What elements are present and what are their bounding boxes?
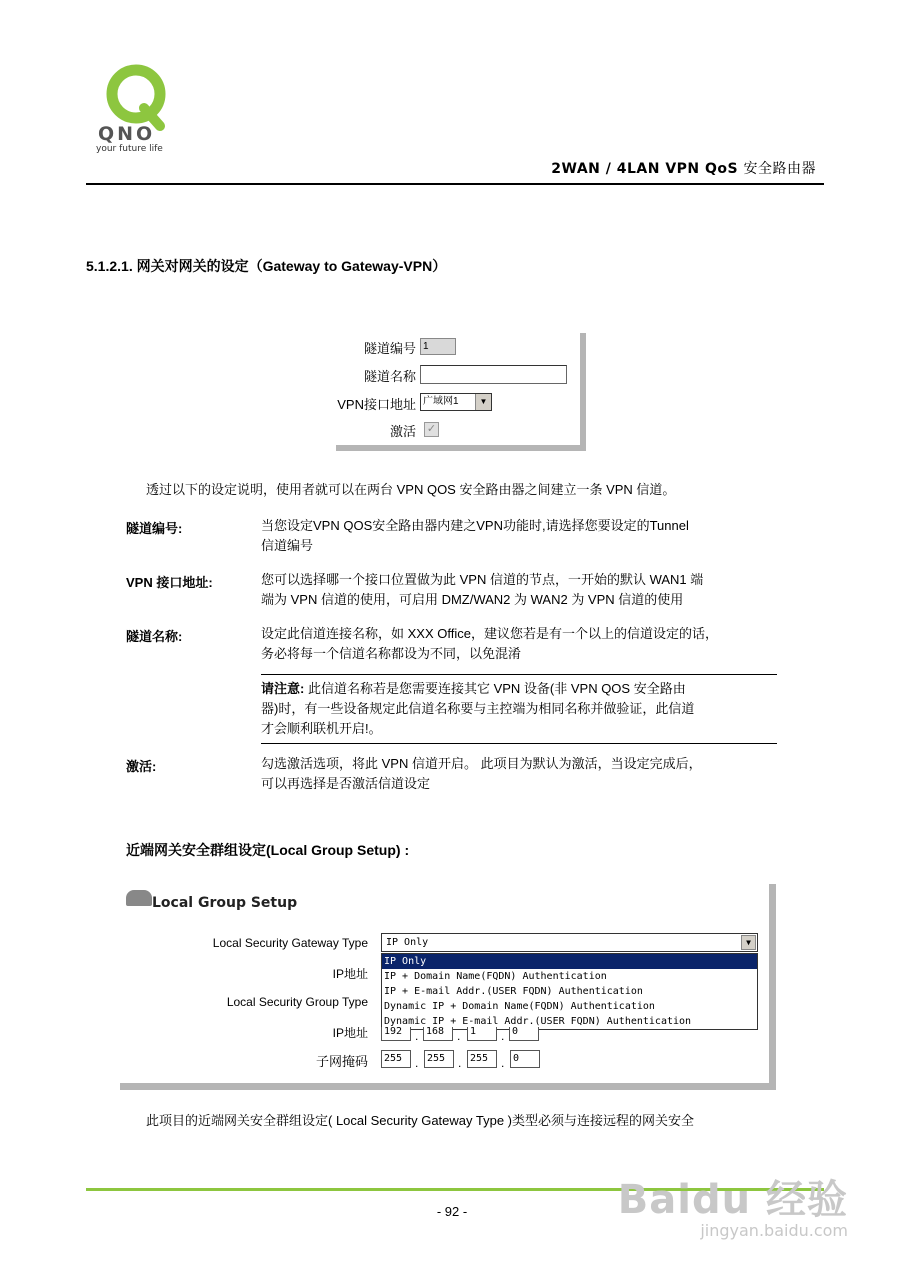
ip-octet-input[interactable]: 1 (467, 1027, 497, 1041)
desc-line: 您可以选择哪一个接口位置做为此 VPN 信道的节点，一开始的默认 WAN1 端 (261, 572, 704, 587)
desc-vpn-interface (261, 570, 777, 610)
local-group-panel-title: Local Group Setup (152, 895, 298, 911)
local-group-screenshot (120, 884, 776, 1090)
desc-line: 务必将每一个信道名称都设为不同，以免混淆 (261, 646, 522, 661)
dropdown-option[interactable]: IP + Domain Name(FQDN) Authentication (384, 971, 607, 982)
dot-separator: . (501, 1029, 505, 1041)
chevron-down-icon[interactable]: ▼ (741, 935, 756, 950)
desc-line: 勾选激活选项，将此 VPN 信道开启。 此项目为默认为激活，当设定完成后， (261, 756, 702, 771)
watermark-main: Baidu 经验 (617, 1177, 848, 1223)
page-number: - 92 - (436, 1204, 468, 1219)
desc-enable (261, 754, 777, 794)
chevron-down-icon[interactable]: ▼ (475, 394, 491, 410)
dot-separator: . (457, 1029, 461, 1041)
folder-tab-icon (126, 890, 152, 906)
note-line: 器)时，有一些设备规定此信道名称要与主控端为相同名称并做验证，此信道 (261, 701, 695, 716)
desc-line: 信道编号 (261, 538, 314, 553)
subnet-octet-input[interactable]: 255 (467, 1050, 497, 1068)
dot-separator: . (458, 1056, 462, 1070)
section-title: 5.1.2.1. 网关对网关的设定（Gateway to Gateway-VPN） (86, 258, 447, 274)
group-type-label: Local Security Group Type (226, 995, 368, 1009)
subnet-octet-input[interactable]: 255 (424, 1050, 454, 1068)
dot-separator: . (415, 1056, 419, 1070)
desc-tunnel-name (261, 624, 777, 664)
tunnel-name-input[interactable] (420, 365, 567, 384)
ip-octet-input[interactable]: 0 (509, 1027, 539, 1041)
ip-address-fields (381, 1027, 551, 1041)
tunnel-name-label: 隧道名称 (363, 369, 416, 384)
tunnel-no-field[interactable]: 1 (420, 338, 456, 355)
intro-paragraph: 透过以下的设定说明，使用者就可以在两台 VPN QOS 安全路由器之间建立一条 VPN 信道。 (146, 482, 676, 497)
ip-octet-input[interactable]: 192 (381, 1027, 411, 1041)
bottom-paragraph: 此项目的近端网关安全群组设定( Local Security Gateway Type )类型必须与连接远程的网关安全 (146, 1113, 695, 1128)
term-tunnel-name: 隧道名称: (126, 629, 183, 644)
term-vpn-interface: VPN 接口地址: (126, 575, 213, 590)
baidu-watermark (618, 1168, 848, 1240)
subnet-octet-input[interactable]: 255 (381, 1050, 411, 1068)
note-line: 才会顺利联机开启!。 (261, 721, 382, 736)
dropdown-option[interactable]: Dynamic IP + E-mail Addr.(USER FQDN) Authentication (384, 1016, 692, 1027)
enable-checkbox[interactable] (424, 422, 439, 437)
note-label: 请注意: (261, 681, 305, 696)
dropdown-option[interactable]: IP + E-mail Addr.(USER FQDN) Authentication (384, 986, 643, 997)
ip-address-label: IP地址 (332, 967, 368, 981)
desc-line: 当您设定VPN QOS安全路由器内建之VPN功能时,请选择您要设定的Tunnel (261, 518, 689, 533)
product-title (551, 158, 816, 178)
note-text: 此信道名称若是您需要连接其它 VPN 设备(非 VPN QOS 安全路由 (304, 681, 686, 696)
tunnel-no-label: 隧道编号 (363, 341, 416, 356)
vpn-interface-select[interactable] (420, 393, 492, 411)
ip-address-label-2: IP地址 (332, 1026, 368, 1040)
vpn-interface-value: 广域网1 (423, 396, 459, 407)
subnet-mask-label: 子网掩码 (315, 1054, 368, 1069)
desc-line: 可以再选择是否激活信道设定 (261, 776, 431, 791)
local-group-heading: 近端网关安全群组设定(Local Group Setup) : (126, 842, 410, 858)
note-line (261, 679, 777, 699)
tunnel-form-screenshot (336, 333, 586, 451)
subnet-octet-input[interactable]: 0 (510, 1050, 540, 1068)
dot-separator: . (415, 1029, 419, 1041)
gateway-type-select[interactable] (381, 933, 758, 952)
vpn-interface-label: VPN接口地址 (337, 397, 416, 412)
product-title-cn: 安全路由器 (743, 161, 816, 177)
checkmark-icon: ✓ (426, 423, 437, 435)
dropdown-option[interactable]: Dynamic IP + Domain Name(FQDN) Authentication (384, 1001, 655, 1012)
logo-text: QNO (98, 123, 156, 145)
term-enable: 激活: (126, 759, 157, 774)
desc-line: 设定此信道连接名称，如 XXX Office，建议您若是有一个以上的信道设定的话， (261, 626, 718, 641)
enable-label: 激活 (389, 424, 416, 439)
gateway-type-dropdown[interactable] (381, 953, 758, 1030)
product-title-en: 2WAN / 4LAN VPN QoS (551, 161, 739, 177)
ip-octet-input[interactable]: 168 (423, 1027, 453, 1041)
gateway-type-label: Local Security Gateway Type (212, 936, 368, 950)
desc-line: 端为 VPN 信道的使用，可启用 DMZ/WAN2 为 WAN2 为 VPN 信道的使用 (261, 592, 684, 607)
logo-tagline: your future life (96, 144, 163, 154)
desc-tunnel-no (261, 516, 777, 556)
header-divider (86, 183, 824, 185)
dropdown-option[interactable]: IP Only (382, 954, 757, 969)
watermark-url: jingyan.baidu.com (700, 1221, 848, 1240)
note-box (261, 674, 777, 744)
gateway-type-value: IP Only (386, 937, 429, 948)
term-tunnel-no: 隧道编号: (126, 521, 183, 536)
dot-separator: . (501, 1056, 505, 1070)
